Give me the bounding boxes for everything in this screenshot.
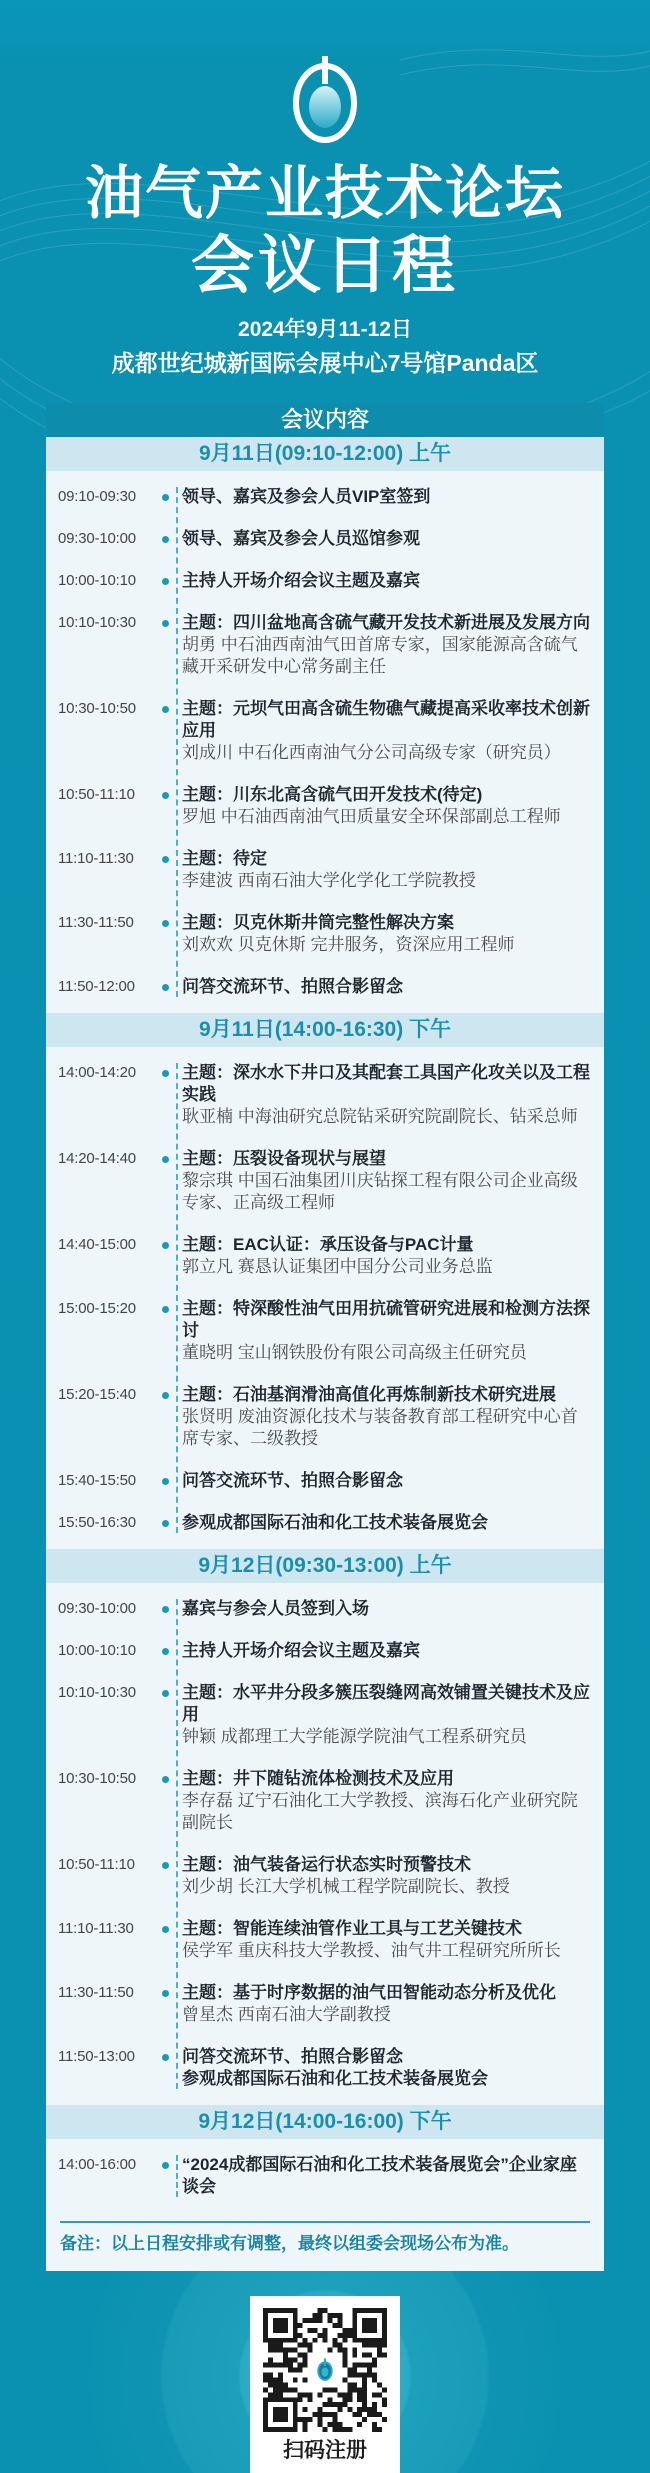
timeline-dot [162,1520,169,1527]
timeline-dot-cell [148,1234,182,1278]
schedule-row [46,560,604,602]
topic-line: 主题：贝克休斯井筒完整性解决方案 [182,913,454,932]
schedule-card [46,437,604,2271]
schedule-row [46,1844,604,1908]
time-label: 11:10-11:30 [58,1920,134,1937]
timeline-dot [162,536,169,543]
timeline-dot [162,1242,169,1249]
speaker-line: 曾星杰 西南石油大学副教授 [182,2005,391,2024]
timeline-dot [162,2162,169,2169]
time-label: 15:40-15:50 [58,1472,136,1489]
timeline-dot [162,1990,169,1997]
row-content [182,570,604,592]
time-label: 10:30-10:50 [58,1770,136,1787]
row-content [182,912,604,956]
row-content [182,698,604,764]
row-content [182,2154,604,2198]
schedule-row [46,902,604,966]
time-label: 11:30-11:50 [58,1984,134,2001]
forum-logo-icon [290,54,360,144]
topic-line: 主题：特深酸性油气田用抗硫管研究进展和检测方法探讨 [182,1299,590,1340]
row-content [182,1234,604,1278]
topic-line: 主题：压裂设备现状与展望 [182,1149,386,1168]
event-venue: 成都世纪城新国际会展中心7号馆Panda区 [111,350,539,376]
row-content [182,1854,604,1898]
sections-container [46,437,604,2213]
event-date: 2024年9月11-12日 [238,318,412,341]
topic-line: 主题：智能连续油管作业工具与工艺关键技术 [182,1919,522,1938]
time-label: 14:00-16:00 [58,2156,136,2173]
row-content [182,528,604,550]
schedule-row [46,966,604,1008]
time-label: 10:10-10:30 [58,1684,136,1701]
row-content [182,1918,604,1962]
schedule-row [46,2144,604,2208]
speaker-line: 张贤明 废油资源化技术与装备教育部工程研究中心首席专家、二级教授 [182,1407,578,1448]
row-content [182,976,604,998]
timeline-dot-cell [148,912,182,956]
schedule-row [46,602,604,688]
timeline-dot-cell [148,1384,182,1450]
speaker-line: 耿亚楠 中海油研究总院钻采研究院副院长、钻采总师 [182,1107,578,1126]
timeline-dot [162,1478,169,1485]
row-content [182,784,604,828]
schedule-row [46,476,604,518]
schedule-row [46,1908,604,1972]
section-header: 9月11日(09:10-12:00) 上午 [46,437,604,471]
row-content [182,1512,604,1534]
row-content [182,1062,604,1128]
timeline-dot [162,1306,169,1313]
schedule-row [46,838,604,902]
timeline-dot-cell [148,1640,182,1662]
topic-line: 参观成都国际石油和化工技术装备展览会 [182,2069,488,2088]
poster-header [0,0,650,403]
timeline-dot-cell [148,2046,182,2090]
row-content [182,1768,604,1834]
timeline-dot-cell [148,848,182,892]
topic-line: 主题：石油基润滑油高值化再炼制新技术研究进展 [182,1385,556,1404]
timeline-dot [162,1926,169,1933]
topic-line: 领导、嘉宾及参会人员巡馆参观 [182,529,420,548]
note-divider [60,2221,590,2223]
schedule-row [46,1288,604,1374]
timeline-dot-cell [148,784,182,828]
speaker-line: 刘少胡 长江大学机械工程学院副院长、教授 [182,1877,510,1896]
topic-line: 领导、嘉宾及参会人员VIP室签到 [182,487,431,506]
section-rows [46,471,604,1013]
topic-line: 参观成都国际石油和化工技术装备展览会 [182,1513,488,1532]
timeline-dot-cell [148,528,182,550]
topic-line: 主题：川东北高含硫气田开发技术(待定) [182,785,483,804]
time-label: 11:50-13:00 [58,2048,135,2065]
speaker-line: 刘成川 中石化西南油气分公司高级专家（研究员） [182,743,561,762]
schedule-row [46,518,604,560]
timeline-dot-cell [148,1512,182,1534]
schedule-row [46,1052,604,1138]
schedule-row [46,688,604,774]
time-label: 10:50-11:10 [58,786,135,803]
time-label: 10:00-10:10 [58,1642,136,1659]
speaker-line: 胡勇 中石油西南油气田首席专家，国家能源高含硫气藏开采研发中心常务副主任 [182,635,578,676]
timeline-dot-cell [148,1298,182,1364]
schedule-row [46,1502,604,1544]
timeline-dot-cell [148,698,182,764]
schedule-row [46,1588,604,1630]
schedule-row [46,1374,604,1460]
schedule-row [46,1758,604,1844]
topic-line: 主题：深水水下井口及其配套工具国产化攻关以及工程实践 [182,1063,590,1104]
time-label: 15:00-15:20 [58,1300,136,1317]
row-content [182,1298,604,1364]
topic-line: “2024成都国际石油和化工技术装备展览会”企业家座谈会 [182,2155,577,2196]
topic-line: 主题：基于时序数据的油气田智能动态分析及优化 [182,1983,556,2002]
section-header: 9月11日(14:00-16:30) 下午 [46,1013,604,1047]
topic-line: 主题：水平井分段多簇压裂缝网高效铺置关键技术及应用 [182,1683,590,1724]
row-content [182,1384,604,1450]
row-content [182,1682,604,1748]
timeline-dot [162,494,169,501]
row-content [182,1598,604,1620]
speaker-line: 李建波 西南石油大学化学化工学院教授 [182,871,476,890]
schedule-row [46,1224,604,1288]
section-header: 9月12日(09:30-13:00) 上午 [46,1549,604,1583]
topic-line: 主题：EAC认证：承压设备与PAC计量 [182,1235,474,1254]
topic-line: 问答交流环节、拍照合影留念 [182,1471,403,1490]
section-header: 9月12日(14:00-16:00) 下午 [46,2105,604,2139]
timeline-dot [162,1070,169,1077]
speaker-line: 郭立凡 赛恳认证集团中国分公司业务总监 [182,1257,493,1276]
time-label: 15:50-16:30 [58,1514,136,1531]
section-rows [46,1583,604,2105]
time-label: 09:30-10:00 [58,1600,136,1617]
timeline-dot [162,856,169,863]
timeline-dot [162,1648,169,1655]
speaker-line: 李存磊 辽宁石油化工大学教授、滨海石化产业研究院副院长 [182,1791,578,1832]
time-label: 10:00-10:10 [58,572,136,589]
topic-line: 主题：井下随钻流体检测技术及应用 [182,1769,454,1788]
schedule-row [46,1672,604,1758]
row-content [182,1148,604,1214]
timeline-dot-cell [148,1598,182,1620]
row-content [182,1640,604,1662]
time-label: 11:30-11:50 [58,914,134,931]
section-rows [46,1047,604,1549]
note-text: 备注：以上日程安排或有调整，最终以组委会现场公布为准。 [60,2234,519,2253]
section-rows [46,2139,604,2213]
row-content [182,848,604,892]
timeline-dot [162,792,169,799]
row-content [182,2046,604,2090]
time-label: 09:30-10:00 [58,530,136,547]
timeline-dot-cell [148,1062,182,1128]
speaker-line: 钟颖 成都理工大学能源学院油气工程系研究员 [182,1727,527,1746]
speaker-line: 黎宗琪 中国石油集团川庆钻探工程有限公司企业高级专家、正高级工程师 [182,1171,578,1212]
timeline-dot [162,1606,169,1613]
timeline-dot [162,1690,169,1697]
time-label: 14:00-14:20 [58,1064,136,1081]
time-label: 09:10-09:30 [58,488,136,505]
contents-bar: 会议内容 [46,403,604,437]
registration-qr-code [263,2308,387,2432]
qr-caption: 扫码注册 [283,2439,367,2462]
timeline-dot-cell [148,1982,182,2026]
timeline-dot-cell [148,1470,182,1492]
time-label: 11:50-12:00 [58,978,135,995]
schedule-row [46,1630,604,1672]
schedule-row [46,1972,604,2036]
timeline-dot [162,2054,169,2061]
poster-title-line2: 会议日程 [191,231,459,301]
topic-line: 嘉宾与参会人员签到入场 [182,1599,369,1618]
timeline-dot-cell [148,486,182,508]
timeline-dot-cell [148,570,182,592]
schedule-row [46,774,604,838]
time-label: 14:40-15:00 [58,1236,136,1253]
topic-line: 主题：油气装备运行状态实时预警技术 [182,1855,471,1874]
schedule-row [46,1460,604,1502]
timeline-dot-cell [148,1768,182,1834]
time-label: 14:20-14:40 [58,1150,136,1167]
row-content [182,1982,604,2026]
timeline-dot [162,1862,169,1869]
time-label: 10:50-11:10 [58,1856,135,1873]
topic-line: 主题：元坝气田高含硫生物礁气藏提高采收率技术创新应用 [182,699,590,740]
timeline-dot [162,620,169,627]
speaker-line: 刘欢欢 贝克休斯 完井服务，资深应用工程师 [182,935,515,954]
timeline-dot-cell [148,1148,182,1214]
topic-line: 主持人开场介绍会议主题及嘉宾 [182,571,420,590]
time-label: 15:20-15:40 [58,1386,136,1403]
timeline-dot [162,1156,169,1163]
row-content [182,1470,604,1492]
topic-line: 主题：待定 [182,849,267,868]
qr-box [250,2296,400,2473]
topic-line: 问答交流环节、拍照合影留念 [182,2047,403,2066]
schedule-row [46,1138,604,1224]
timeline-dot [162,984,169,991]
topic-line: 问答交流环节、拍照合影留念 [182,977,403,996]
note-block [46,2213,604,2267]
timeline-dot [162,706,169,713]
poster-title-line1: 油气产业技术论坛 [84,161,565,226]
schedule-row [46,2036,604,2100]
time-label: 10:30-10:50 [58,700,136,717]
row-content [182,486,604,508]
timeline-dot-cell [148,1854,182,1898]
row-content [182,612,604,678]
speaker-line: 侯学军 重庆科技大学教授、油气井工程研究所所长 [182,1941,561,1960]
qr-center-logo-icon [312,2357,338,2383]
topic-line: 主题：四川盆地高含硫气藏开发技术新进展及发展方向 [182,613,590,632]
time-label: 10:10-10:30 [58,614,136,631]
timeline-dot-cell [148,1918,182,1962]
timeline-dot [162,1392,169,1399]
timeline-dot [162,578,169,585]
timeline-dot [162,920,169,927]
timeline-dot-cell [148,612,182,678]
timeline-dot [162,1776,169,1783]
bottom-zone [0,2271,650,2473]
topic-line: 主持人开场介绍会议主题及嘉宾 [182,1641,420,1660]
timeline-dot-cell [148,976,182,998]
timeline-dot-cell [148,1682,182,1748]
speaker-line: 罗旭 中石油西南油气田质量安全环保部副总工程师 [182,807,561,826]
speaker-line: 董晓明 宝山钢铁股份有限公司高级主任研究员 [182,1343,527,1362]
time-label: 11:10-11:30 [58,850,134,867]
timeline-dot-cell [148,2154,182,2198]
